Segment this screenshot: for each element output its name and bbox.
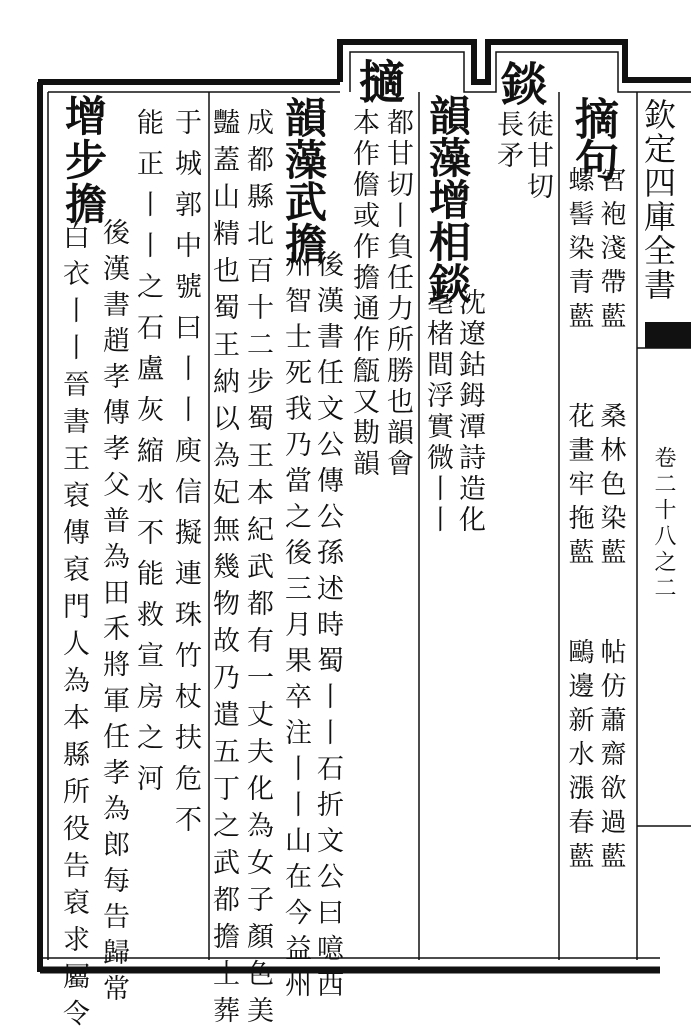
entry-heading-yunzao-zeng: 韻藻增相錟 — [423, 94, 472, 304]
volume-label: 卷二十八之二 — [651, 446, 676, 602]
entry-heading-zhaiju: 摘句 — [567, 96, 618, 180]
entry-yunzao-wu-col5: 于城郭中號曰丨丨庾信擬連珠竹杖扶危不 — [170, 108, 201, 846]
entry-tan-col1: 徒甘切 — [522, 110, 553, 203]
entry-yunzao-wu-col2: 州智士死我乃當之後三月果卒注丨丨山在今益州 — [280, 250, 311, 1006]
entry-yunzao-wu-col1: 後漢書任文公傳公孫述時蜀丨丨石折文公曰噫西 — [312, 250, 343, 1006]
entry-heading-tan: 錟 — [494, 60, 548, 102]
entry-yunzao-wu-col6: 能正丨丨之石盧灰縮水不能救宣房之河 — [132, 108, 163, 805]
entry-zhaiju-col2: 螺髻染青藍 花畫牢拖藍 鷗邊新水漲春藍 — [564, 166, 594, 876]
entry-zeng-bu-col2: 白衣丨丨晉書王裒傳裒門人為本縣所役告裒求屬令 — [58, 222, 89, 1036]
book-title: 欽定四庫全書 — [639, 98, 677, 302]
entry-heading-zeng-bu: 增步擔 — [59, 94, 108, 226]
entry-yunzao-zeng-col2: 亳楮間浮實微丨丨 — [422, 288, 453, 536]
entry-heading-di: 擿 — [352, 58, 406, 100]
entry-yunzao-wu-col3: 成都縣北百十二步蜀王本紀武都有一丈夫化為女子顏色美 — [242, 108, 273, 1033]
entry-zeng-bu-col1: 後漢書趙孝傳孝父普為田禾將軍任孝為郎每告歸常 — [98, 218, 129, 1010]
entry-heading-yunzao-wu: 韻藻武擔 — [279, 96, 328, 264]
entry-di-col1: 都甘切丨負任力所勝也韻會 — [382, 108, 413, 480]
entry-yunzao-zeng-col1: 沈遼鈷鉧潭詩造化 — [454, 288, 485, 536]
entry-tan-col2: 長矛 — [492, 110, 523, 172]
entry-yunzao-wu-col4: 豔蓋山精也蜀王納以為妃無幾物故乃遣五丁之武都擔土葬 — [208, 108, 239, 1033]
entry-di-col2: 本作儋或作擔通作甔又勘韻 — [348, 108, 379, 480]
entry-zhaiju-col1: 宮袍淺帶藍 桑林色染藍 帖仿蕭齋欲過藍 — [596, 166, 626, 876]
